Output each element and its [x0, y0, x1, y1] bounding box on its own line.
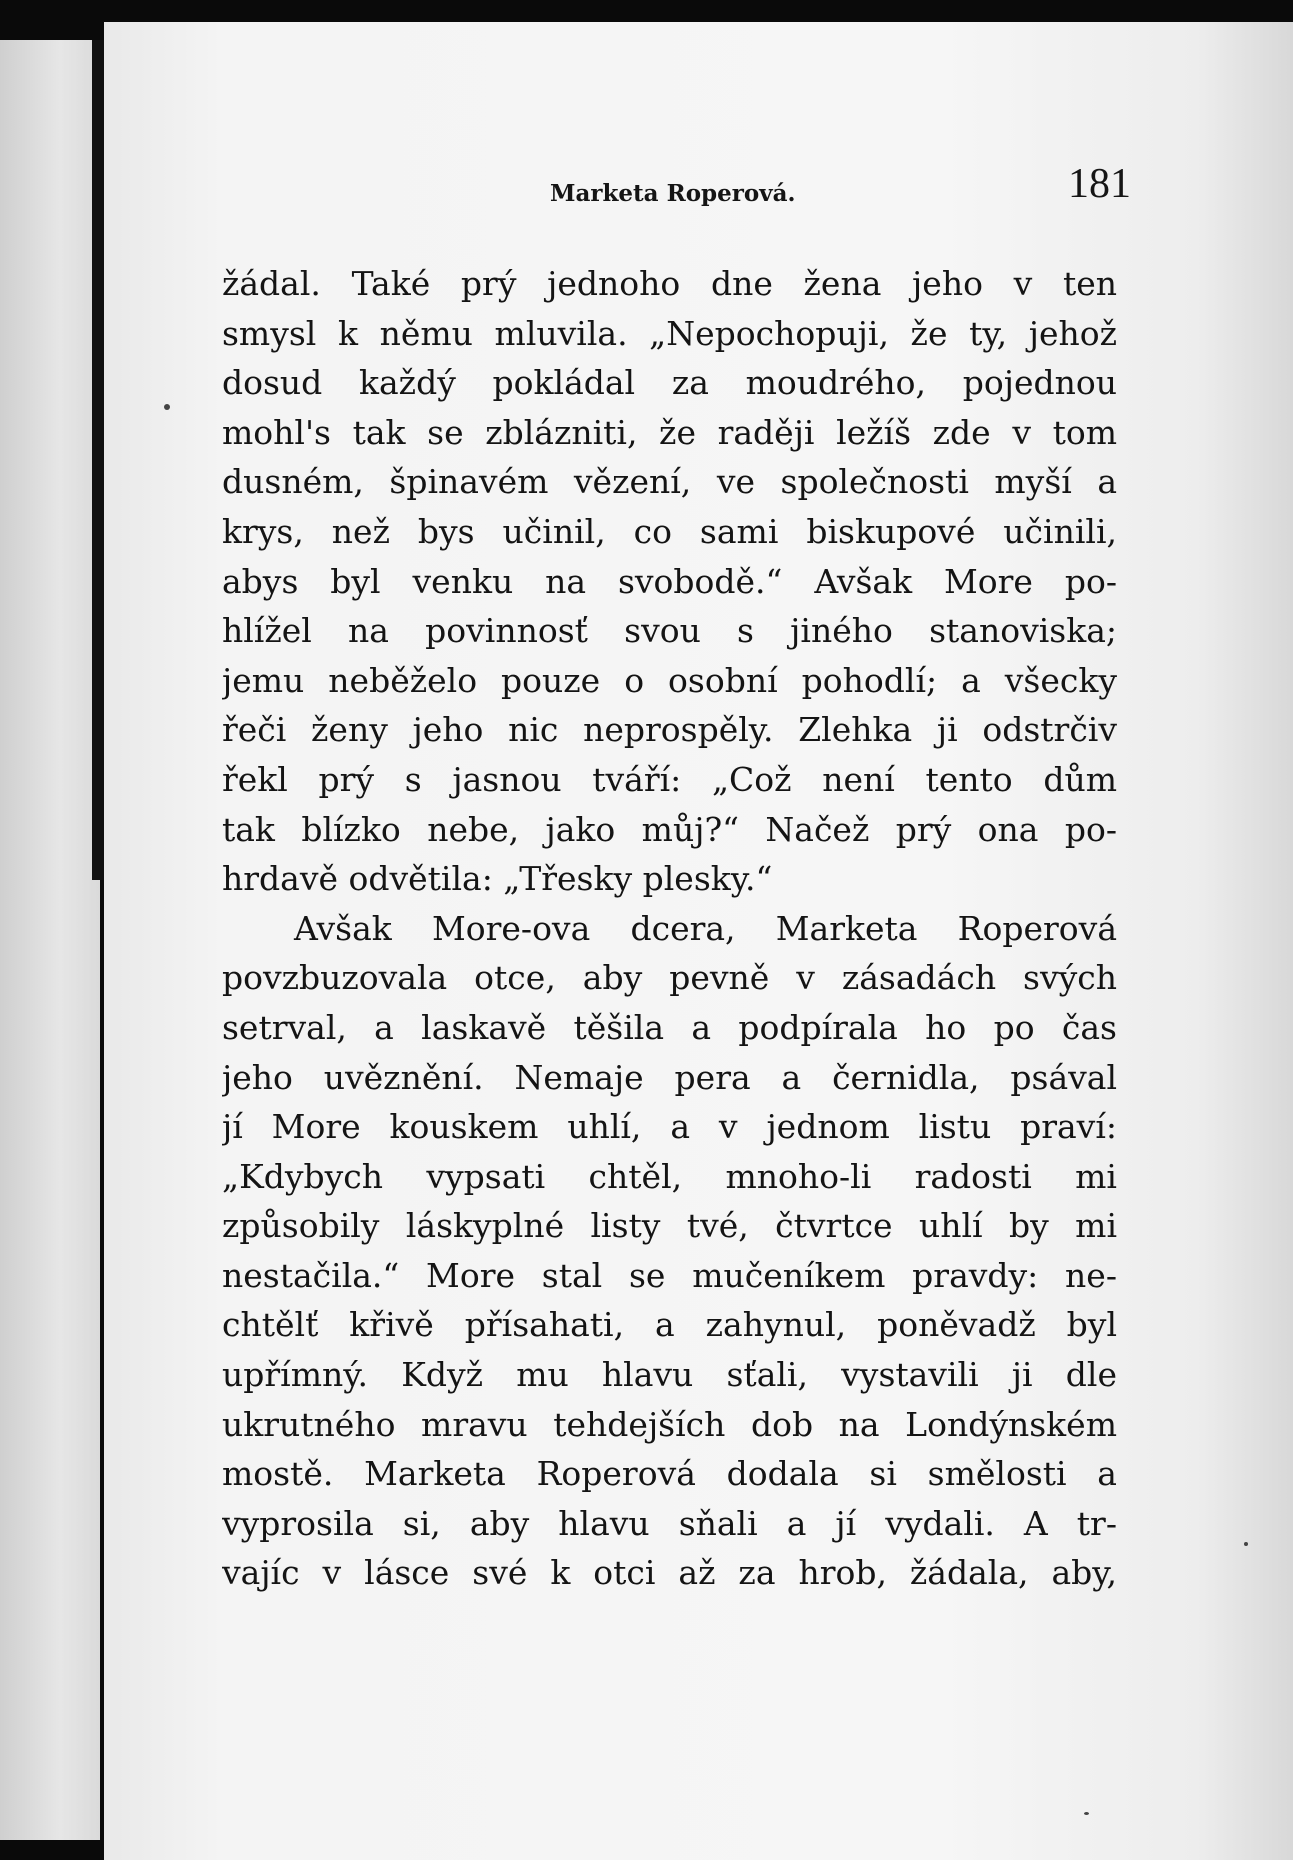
- scan-speck: [1244, 1542, 1248, 1546]
- running-title: Marketa Roperová.: [550, 180, 796, 207]
- text-line: jeho uvěznění. Nemaje pera a černidla, psával: [222, 1057, 1117, 1097]
- text-line: jí More kouskem uhlí, a v jednom listu praví:: [222, 1107, 1117, 1147]
- text-line: ukrutného mravu tehdejších dob na Londýnském: [222, 1404, 1117, 1444]
- text-line: upřímný. Když mu hlavu sťali, vystavili ji dle: [222, 1355, 1117, 1395]
- text-line: setrval, a laskavě těšila a podpírala ho po čas: [222, 1007, 1117, 1047]
- page-number: 181: [1068, 161, 1131, 207]
- text-line: mohl's tak se zblázniti, že raději ležíš zde v tom: [222, 412, 1117, 452]
- previous-page-edge: [0, 40, 100, 1840]
- text-line: „Kdybych vypsati chtěl, mnoho-li radosti mi: [222, 1156, 1117, 1196]
- text-line: abys byl venku na svobodě.“ Avšak More po-: [222, 561, 1117, 601]
- text-line: žádal. Také prý jednoho dne žena jeho v ten: [222, 264, 1117, 303]
- text-line: řekl prý s jasnou tváří: „Což není tento dům: [222, 759, 1117, 799]
- text-line: řeči ženy jeho nic neprospěly. Zlehka ji odstrčiv: [222, 710, 1117, 750]
- text-line: nestačila.“ More stal se mučeníkem pravdy: ne-: [222, 1255, 1117, 1295]
- text-line: jemu neběželo pouze o osobní pohodlí; a všecky: [222, 660, 1117, 700]
- text-line: vyprosila si, aby hlavu sňali a jí vydali. A tr-: [222, 1503, 1117, 1543]
- text-line: chtělť křivě přísahati, a zahynul, poněvadž byl: [222, 1305, 1117, 1345]
- text-line: dosud každý pokládal za moudrého, pojednou: [222, 363, 1117, 403]
- text-line: mostě. Marketa Roperová dodala si smělosti a: [222, 1454, 1117, 1494]
- text-line: hlížel na povinnosť svou s jiného stanoviska;: [222, 611, 1117, 651]
- body-text: [222, 259, 1117, 1598]
- text-line: hrdavě odvětila: „Třesky plesky.“: [222, 859, 773, 899]
- text-line: smysl k němu mluvila. „Nepochopuji, že ty, jehož: [222, 313, 1117, 353]
- text-line: tak blízko nebe, jako můj?“ Načež prý ona po-: [222, 809, 1117, 849]
- text-line: vajíc v lásce své k otci až za hrob, žádala, aby,: [222, 1553, 1117, 1593]
- text-line: povzbuzovala otce, aby pevně v zásadách svých: [222, 958, 1117, 998]
- text-line: způsobily láskyplné listy tvé, čtvrtce uhlí by mi: [222, 1206, 1117, 1246]
- scan-speck: [164, 404, 170, 410]
- text-line: Avšak More-ova dcera, Marketa Roperová: [294, 908, 1117, 948]
- page-header: [104, 152, 1293, 212]
- text-line: krys, než bys učinil, co sami biskupové učinili,: [222, 511, 1117, 551]
- scan-speck: [1084, 1812, 1089, 1815]
- text-line: dusném, špinavém vězení, ve společnosti myší a: [222, 462, 1117, 502]
- book-page: [104, 22, 1293, 1860]
